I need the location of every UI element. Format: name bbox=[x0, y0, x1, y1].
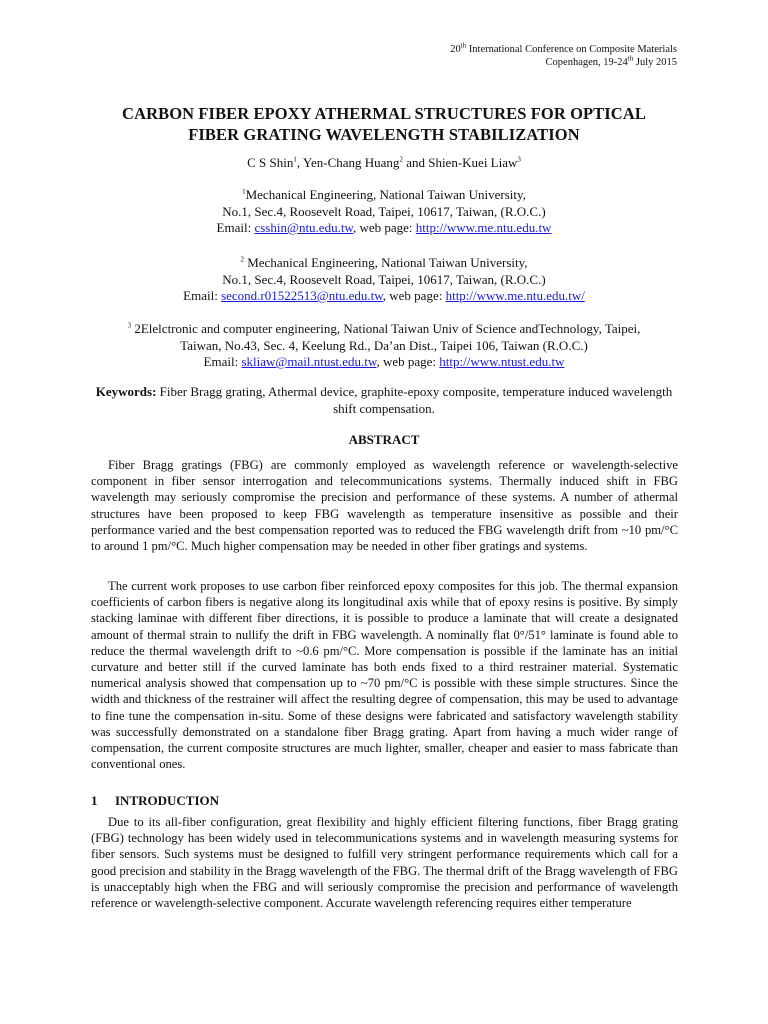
author-2: Yen-Chang Huang bbox=[302, 155, 400, 170]
keywords-text: Fiber Bragg grating, Athermal device, graphite-epoxy composite, temperature induced wavelength shift compensation. bbox=[156, 384, 673, 416]
affiliation-1: $^1$Mechanical Engineering, National Taiwan University, No.1, Sec.4, Roosevelt Road, Taipei, 10617, Taiwan, (R.O.C.) Email: csshin@ntu.edu.tw, web page: http://www.me.ntu.edu.tw bbox=[216, 187, 552, 235]
abstract-paragraph-2: The current work proposes to use carbon fiber reinforced epoxy composites for this job. The thermal expansion coefficients of carbon fibers is negative along its longitudinal axis while that of epoxy resins is positive. By simply stacking laminae with different fiber directions, it is possible to produce a laminate that will create a designated amount of thermal strain to nullify the drift in FBG wavelength. A nominally flat 0°/51° laminate is found able to reduce the thermal wavelength drift to ~0.6 pm/°C. More compensation is possible if the laminate has an initial curvature and better still if the curved laminate has both ends fixed to a third restrainer material. Systematic numerical analysis showed that compensation up to ~70 pm/°C is possible with these simple structures. Since the width and thickness of the restrainer will affect the resulting degree of compensation, this may be used to advantage to fine tune the compensation in-situ. Some of these designs were fabricated and satisfactory wavelength stability was successfully demonstrated on a standalone fiber Bragg grating. Apart from having a much wider range of compensation, the current composite structures are much lighter, smaller, cheaper and easier to mass fabricate than conventional ones. bbox=[91, 579, 678, 772]
abstract-heading: ABSTRACT bbox=[348, 432, 420, 447]
introduction-paragraph: Due to its all-fiber configuration, great flexibility and highly efficient filtering functions, fiber Bragg grating (FBG) technology has been widely used in telecommunications systems and in wavelength measuring systems for fiber sensors. Such systems must be designed to fulfill very stringent performance requirements which call for a good precision and stability in the Bragg wavelength of the FBG. The thermal drift of the Bragg wavelength of FBG is unacceptably high when the FBG and will seriously compromise the precision and performance of wavelength reference or wavelength-selective component. Accurate wavelength referencing requires either temperature bbox=[91, 815, 678, 911]
web-link[interactable]: http://www.me.ntu.edu.tw bbox=[415, 220, 552, 235]
author-list: C S Shin$^1$, Yen-Chang Huang$^2$ and Shien-Kuei Liaw$^3$ bbox=[247, 155, 521, 170]
email-link[interactable]: second.r01522513@ntu.edu.tw bbox=[221, 288, 383, 303]
web-link[interactable]: http://www.ntust.edu.tw bbox=[439, 354, 565, 369]
email-link[interactable]: skliaw@mail.ntust.edu.tw bbox=[241, 354, 377, 369]
conference-name: 20th International Conference on Composite Materials bbox=[450, 41, 677, 55]
paper-title: CARBON FIBER EPOXY ATHERMAL STRUCTURES FOR OPTICAL FIBER GRATING WAVELENGTH STABILIZATION bbox=[122, 104, 646, 144]
author-3: Shien-Kuei Liaw bbox=[428, 155, 518, 170]
affiliation-3: $^3$ 2Elelctronic and computer engineering, National Taiwan Univ of Science andTechnology, Taipei, Taiwan, No.43, Sec. 4, Keelung Rd., Da’an Dist., Taipei 106, Taiwan (R.O.C.) Email: skliaw@mail.ntust.edu.tw, web page: http://www.ntust.edu.tw bbox=[127, 321, 641, 369]
abstract-paragraph-1: Fiber Bragg gratings (FBG) are commonly employed as wavelength reference or wavelength-selective component in fiber sensor interrogation and telecommunications systems. Thermally induced shift in FBG wavelength may seriously compromise the precision and performance of these systems. A number of athermal structures have been proposed to keep FBG wavelength as temperature insensitive as possible and their performance varied and the best compensation reported was to reduced the FBG wavelength drift from ~10 pm/°C to around 1 pm/°C. Much higher compensation may be needed in other fiber gratings and systems. bbox=[91, 458, 678, 554]
keywords bbox=[92, 383, 676, 417]
author-1: C S Shin bbox=[247, 155, 294, 170]
affiliation-2: $^2$ Mechanical Engineering, National Taiwan University, No.1, Sec.4, Roosevelt Road, Taipei, 10617, Taiwan, (R.O.C.) Email: second.r01522513@ntu.edu.tw, web page: http://www.me.ntu.edu.tw/ bbox=[183, 255, 585, 303]
conference-header bbox=[450, 43, 677, 69]
keywords-label: Keywords: bbox=[95, 384, 157, 399]
web-link[interactable]: http://www.me.ntu.edu.tw/ bbox=[445, 288, 585, 303]
email-link[interactable]: csshin@ntu.edu.tw bbox=[254, 220, 353, 235]
section-heading-introduction: 1 INTRODUCTION bbox=[91, 793, 220, 808]
conference-location-date: Copenhagen, 19-24th July 2015 bbox=[545, 54, 677, 68]
